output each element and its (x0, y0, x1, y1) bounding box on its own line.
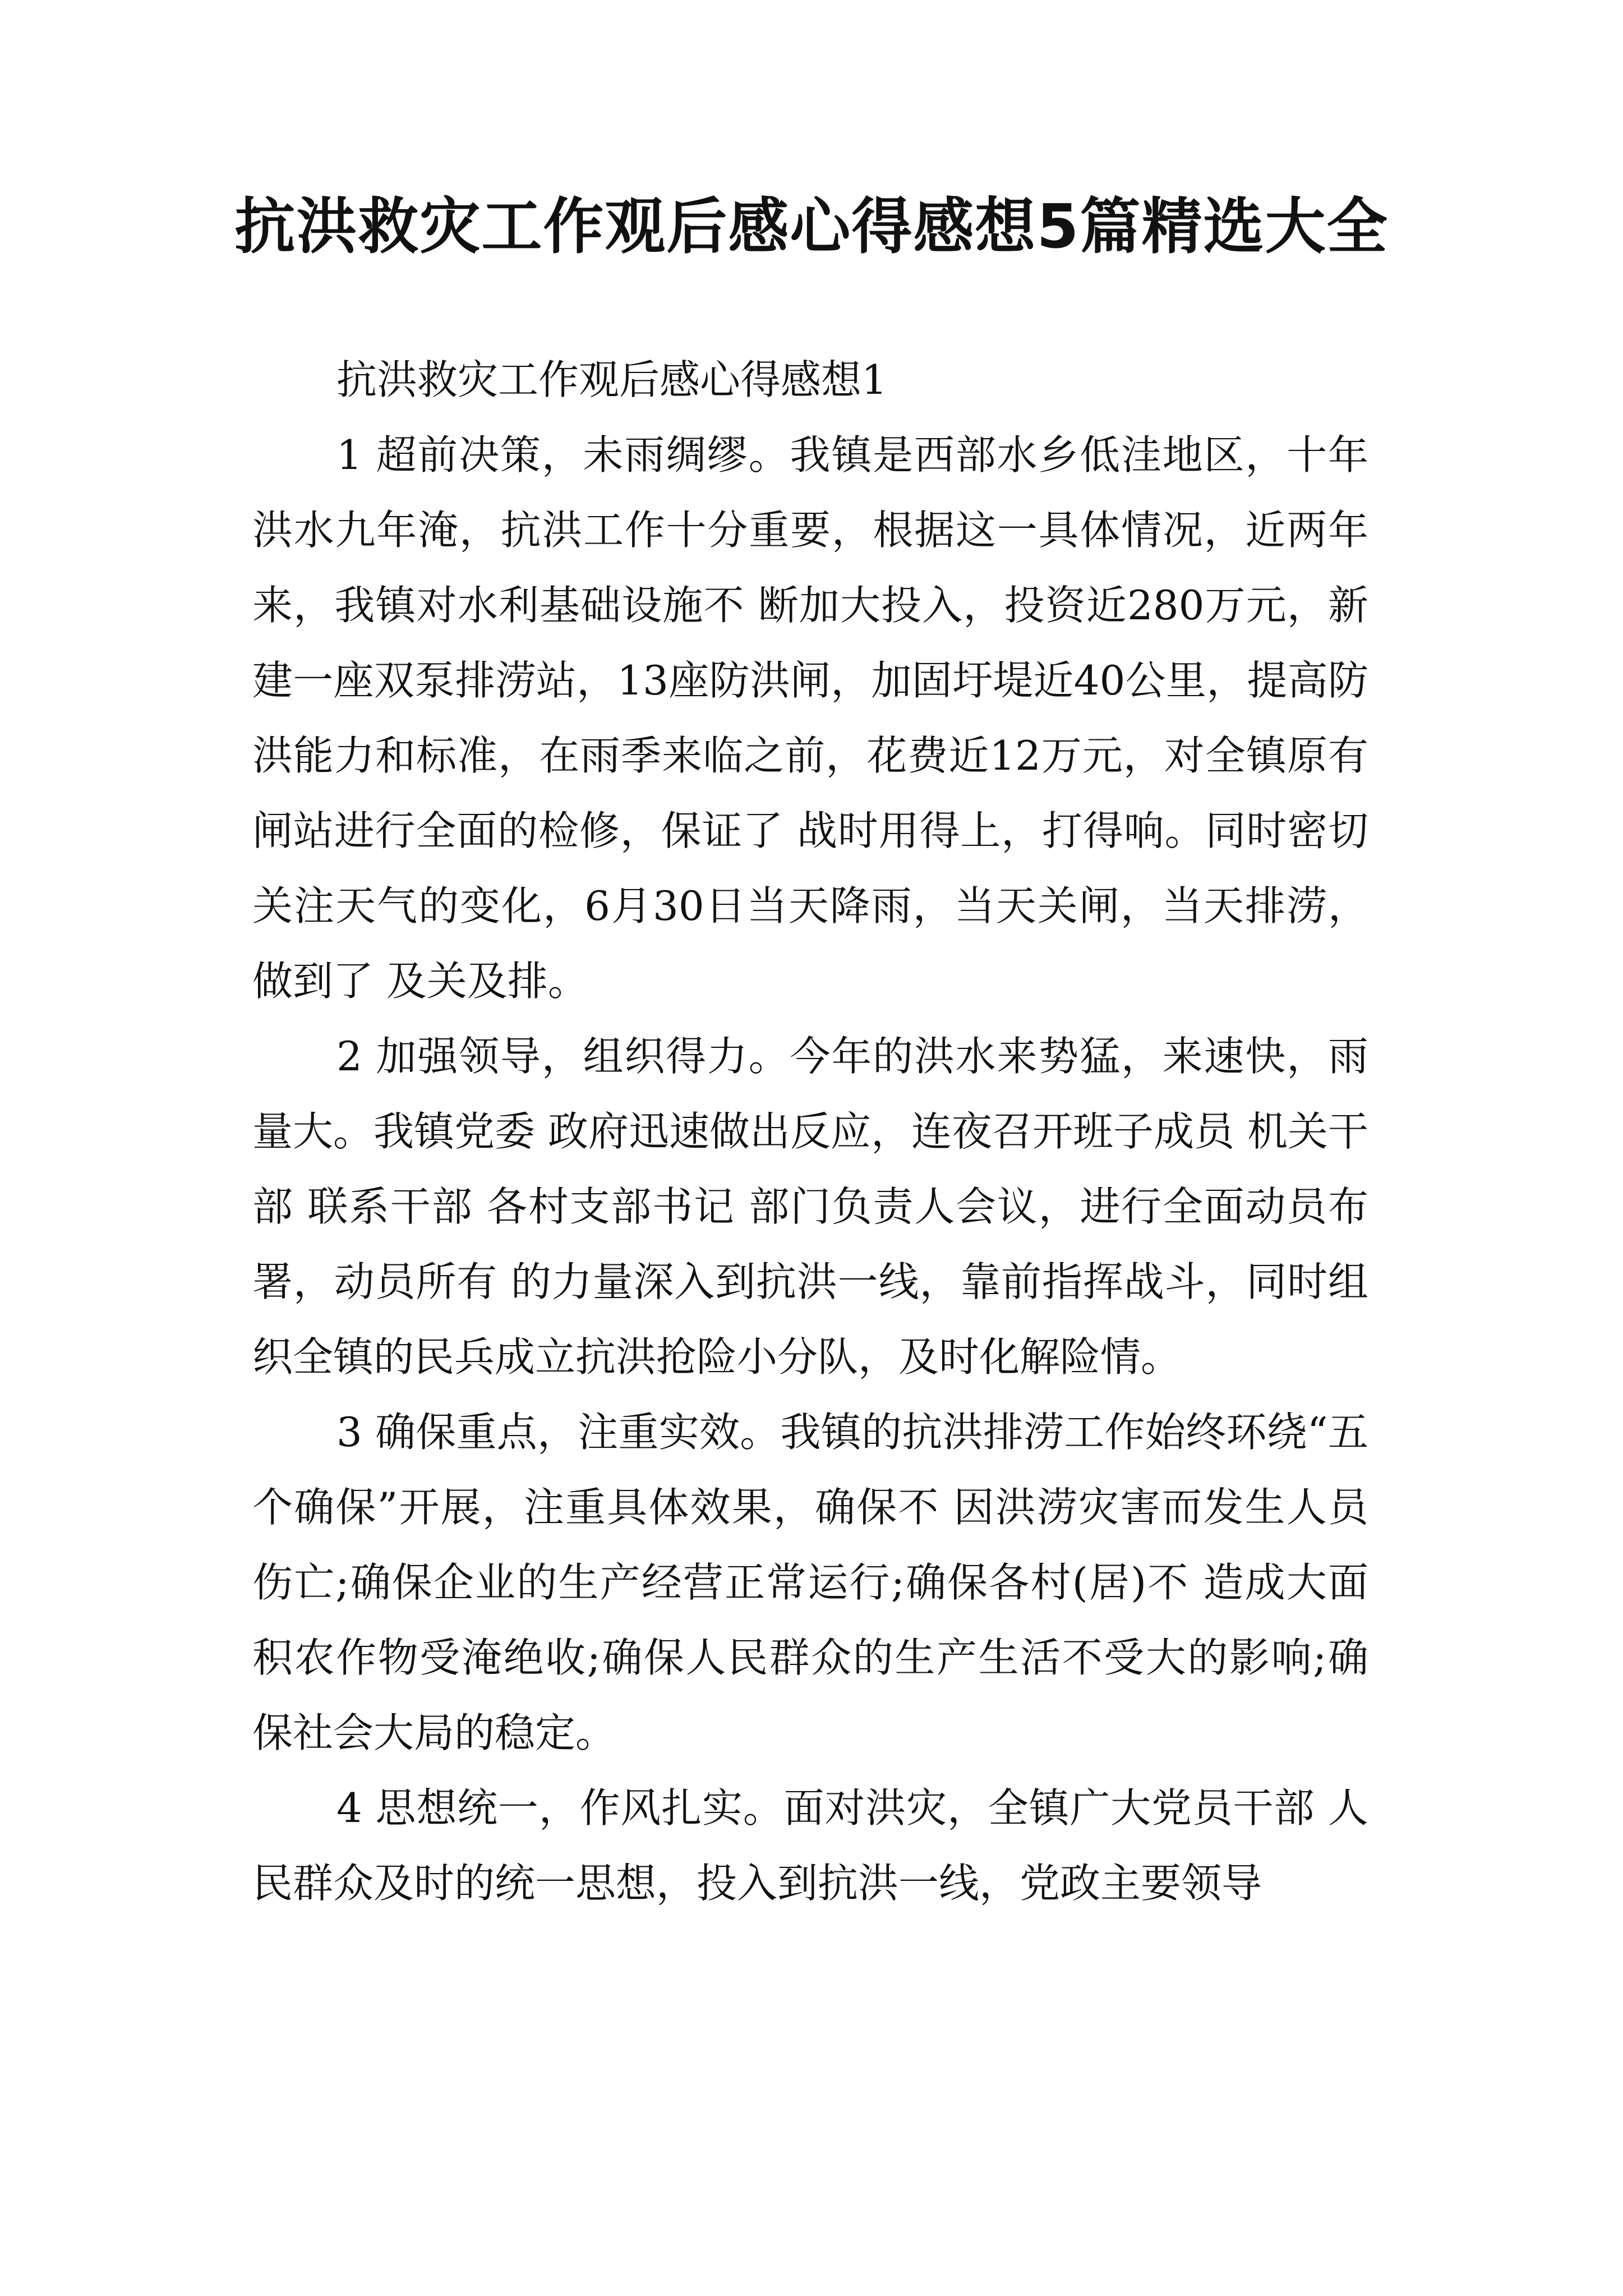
paragraph-3: 3 确保重点，注重实效。我镇的抗洪排涝工作始终环绕“五个确保”开展，注重具体效果，确保不 因洪涝灾害而发生人员伤亡;确保企业的生产经营正常运行;确保各村(居)不 造成大面积农作物受淹绝收;确保人民群众的生产生活不受大的影响;确保社会大局的稳定。 (252, 1409, 1368, 1756)
document-title: 抗洪救灾工作观后感心得感想5篇精选大全 (234, 192, 1389, 262)
document-body (252, 342, 1368, 1921)
section-heading: 抗洪救灾工作观后感心得感想1 (336, 356, 887, 403)
paragraph-2: 2 加强领导，组织得力。今年的洪水来势猛，来速快，雨量大。我镇党委 政府迅速做出反应，连夜召开班子成员 机关干部 联系干部 各村支部书记 部门负责人会议，进行全面动员布署，动员所有 的力量深入到抗洪一线，靠前指挥战斗，同时组织全镇的民兵成立抗洪抢险小分队，及时化解险情。 (252, 1033, 1368, 1381)
paragraph-4: 4 思想统一，作风扎实。面对洪灾，全镇广大党员干部 人民群众及时的统一思想，投入到抗洪一线，党政主要领导 (252, 1784, 1368, 1907)
paragraph-1: 1 超前决策，未雨绸缪。我镇是西部水乡低洼地区，十年洪水九年淹，抗洪工作十分重要，根据这一具体情况，近两年来，我镇对水利基础设施不 断加大投入，投资近280万元，新建一座双泵排涝站，13座防洪闸，加固圩堤近40公里，提高防洪能力和标准，在雨季来临之前，花费近12万元，对全镇原有 闸站进行全面的检修，保证了 战时用得上，打得响。同时密切关注天气的变化，6月30日当天降雨，当天关闸，当天排涝，做到了 及关及排。 (252, 431, 1368, 1005)
